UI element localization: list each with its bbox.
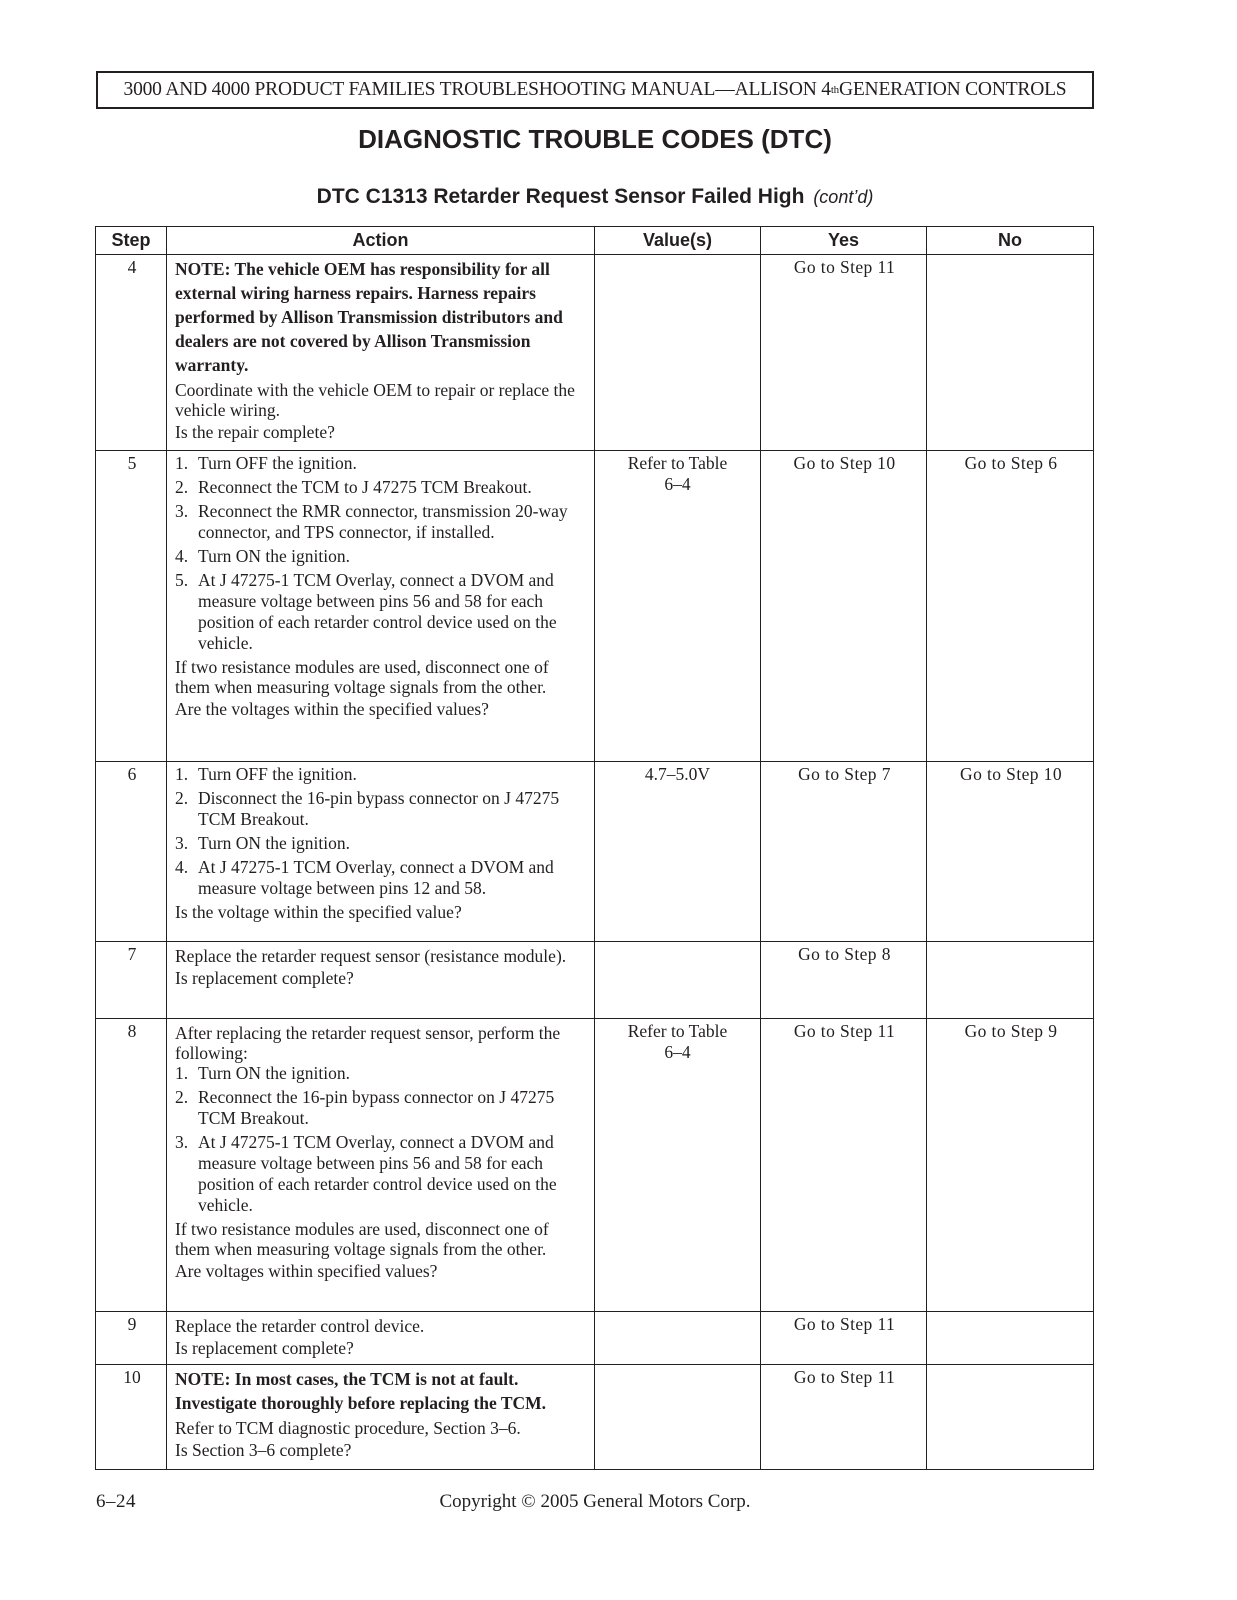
no-outcome-cell — [927, 1312, 1094, 1365]
step-number-cell: 4 — [96, 255, 167, 451]
no-outcome-cell — [927, 255, 1094, 451]
procedure-item-number: 2. — [175, 1087, 189, 1107]
action-instruction-text: Coordinate with the vehicle OEM to repair or replace the vehicle wiring. — [175, 380, 575, 420]
procedure-item-number: 4. — [175, 546, 189, 566]
procedure-list-item — [175, 833, 588, 854]
dtc-title-continued: (cont’d) — [813, 187, 874, 207]
yes-outcome-cell: Go to Step 11 — [761, 255, 927, 451]
procedure-list-item — [175, 453, 588, 474]
action-question-text: Is the voltage within the specified value? — [175, 902, 462, 922]
running-header: 3000 AND 4000 PRODUCT FAMILIES TROUBLESHOOTING MANUAL—ALLISON 4 th GENERATION CONTROLS — [96, 71, 1094, 109]
page-number: 6–24 — [96, 1491, 136, 1512]
action-cell — [167, 1019, 595, 1312]
procedure-item-number: 2. — [175, 788, 189, 808]
action-cell — [167, 451, 595, 762]
no-outcome-cell — [927, 942, 1094, 1019]
column-header-action: Action — [167, 227, 595, 255]
procedure-item-number: 2. — [175, 477, 189, 497]
procedure-item-text: Turn ON the ignition. — [198, 833, 351, 853]
note-text: NOTE: In most cases, the TCM is not at fault. Investigate thoroughly before replacing the TCM. — [175, 1369, 547, 1413]
table-row — [96, 942, 1094, 1019]
action-instruction-text: If two resistance modules are used, disconnect one of them when measuring voltage signals from the other. — [175, 657, 549, 697]
procedure-list-item — [175, 1132, 588, 1216]
section-title: DIAGNOSTIC TROUBLE CODES (DTC) — [358, 124, 832, 154]
table-body — [96, 255, 1094, 1470]
procedure-item-text: Turn OFF the ignition. — [198, 764, 357, 784]
procedure-list-item — [175, 501, 588, 543]
column-header-values: Value(s) — [595, 227, 761, 255]
procedure-list — [175, 764, 588, 899]
procedure-item-number: 5. — [175, 570, 189, 590]
action-intro-text: After replacing the retarder request sensor, perform the following: — [175, 1023, 561, 1063]
table-row — [96, 255, 1094, 451]
procedure-list-item — [175, 477, 588, 498]
values-cell — [595, 942, 761, 1019]
action-intro-text: Replace the retarder control device. — [175, 1316, 425, 1336]
step-number-cell: 6 — [96, 762, 167, 942]
action-question-text: Is the repair complete? — [175, 422, 335, 442]
procedure-list-item — [175, 546, 588, 567]
procedure-item-number: 1. — [175, 1063, 189, 1083]
procedure-item-number: 4. — [175, 857, 189, 877]
procedure-item-text: Reconnect the RMR connector, transmission 20-way connector, and TPS connector, if installed. — [198, 501, 568, 542]
yes-outcome-cell: Go to Step 10 — [761, 451, 927, 762]
no-outcome-cell — [927, 1365, 1094, 1470]
action-intro-text: Replace the retarder request sensor (resistance module). — [175, 946, 567, 966]
action-question-text: Are voltages within specified values? — [175, 1261, 438, 1281]
step-number-cell: 7 — [96, 942, 167, 1019]
column-header-no: No — [927, 227, 1094, 255]
procedure-list-item — [175, 1063, 588, 1084]
step-number-cell: 9 — [96, 1312, 167, 1365]
action-question-text: Is Section 3–6 complete? — [175, 1440, 352, 1460]
yes-outcome-cell: Go to Step 7 — [761, 762, 927, 942]
action-cell — [167, 255, 595, 451]
action-cell — [167, 762, 595, 942]
step-number-cell: 10 — [96, 1365, 167, 1470]
procedure-list-item — [175, 857, 588, 899]
procedure-list-item — [175, 1087, 588, 1129]
action-question-text: Is replacement complete? — [175, 968, 354, 988]
procedure-item-text: Reconnect the 16-pin bypass connector on J 47275 TCM Breakout. — [198, 1087, 555, 1128]
action-question-text: Is replacement complete? — [175, 1338, 354, 1358]
action-question-text: Are the voltages within the specified values? — [175, 699, 489, 719]
procedure-item-number: 3. — [175, 1132, 189, 1152]
note-text: NOTE: The vehicle OEM has responsibility for all external wiring harness repairs. Harness repairs performed by Allison Transmission distributors and dealers are not covered by Allison Transmission warranty. — [175, 259, 563, 375]
action-cell — [167, 942, 595, 1019]
table-row — [96, 762, 1094, 942]
copyright: Copyright © 2005 General Motors Corp. — [439, 1491, 751, 1512]
values-cell: Refer to Table 6–4 — [595, 451, 761, 762]
values-cell — [595, 1312, 761, 1365]
running-header-title: 3000 AND 4000 PRODUCT FAMILIES TROUBLESHOOTING MANUAL—ALLISON 4 — [123, 79, 831, 100]
yes-outcome-cell: Go to Step 11 — [761, 1019, 927, 1312]
procedure-list-item — [175, 570, 588, 654]
procedure-item-text: At J 47275-1 TCM Overlay, connect a DVOM and measure voltage between pins 56 and 58 for each position of each retarder control device used on the vehicle. — [198, 570, 557, 653]
values-cell: 4.7–5.0V — [595, 762, 761, 942]
action-cell — [167, 1312, 595, 1365]
procedure-item-text: At J 47275-1 TCM Overlay, connect a DVOM and measure voltage between pins 12 and 58. — [198, 857, 554, 898]
procedure-item-text: Reconnect the TCM to J 47275 TCM Breakout. — [198, 477, 532, 497]
procedure-item-number: 3. — [175, 833, 189, 853]
values-cell — [595, 1365, 761, 1470]
values-cell: Refer to Table 6–4 — [595, 1019, 761, 1312]
dtc-title-text: DTC C1313 Retarder Request Sensor Failed High — [316, 185, 805, 208]
table-header-row — [96, 227, 1094, 255]
action-cell — [167, 1365, 595, 1470]
procedure-item-number: 1. — [175, 764, 189, 784]
action-instruction-text: If two resistance modules are used, disconnect one of them when measuring voltage signals from the other. — [175, 1219, 549, 1259]
table-row — [96, 1312, 1094, 1365]
column-header-step: Step — [96, 227, 167, 255]
step-number-cell: 8 — [96, 1019, 167, 1312]
procedure-item-text: Turn ON the ignition. — [198, 1063, 351, 1083]
table-row — [96, 451, 1094, 762]
procedure-list-item — [175, 764, 588, 785]
no-outcome-cell: Go to Step 6 — [927, 451, 1094, 762]
step-number-cell: 5 — [96, 451, 167, 762]
yes-outcome-cell: Go to Step 8 — [761, 942, 927, 1019]
procedure-list — [175, 1063, 588, 1216]
action-instruction-text: Refer to TCM diagnostic procedure, Section 3–6. — [175, 1418, 521, 1438]
procedure-list-item — [175, 788, 588, 830]
column-header-yes: Yes — [761, 227, 927, 255]
procedure-list — [175, 453, 588, 654]
procedure-item-text: Turn ON the ignition. — [198, 546, 351, 566]
troubleshooting-table — [95, 226, 1094, 1470]
procedure-item-text: Turn OFF the ignition. — [198, 453, 357, 473]
procedure-item-number: 1. — [175, 453, 189, 473]
no-outcome-cell: Go to Step 9 — [927, 1019, 1094, 1312]
no-outcome-cell: Go to Step 10 — [927, 762, 1094, 942]
procedure-item-number: 3. — [175, 501, 189, 521]
values-cell — [595, 255, 761, 451]
procedure-item-text: At J 47275-1 TCM Overlay, connect a DVOM and measure voltage between pins 56 and 58 for each position of each retarder control device used on the vehicle. — [198, 1132, 557, 1215]
running-header-title-end: GENERATION CONTROLS — [838, 79, 1067, 100]
table-row — [96, 1019, 1094, 1312]
table-row — [96, 1365, 1094, 1470]
dtc-title — [96, 185, 1094, 209]
yes-outcome-cell: Go to Step 11 — [761, 1365, 927, 1470]
yes-outcome-cell: Go to Step 11 — [761, 1312, 927, 1365]
procedure-item-text: Disconnect the 16-pin bypass connector on J 47275 TCM Breakout. — [198, 788, 560, 829]
